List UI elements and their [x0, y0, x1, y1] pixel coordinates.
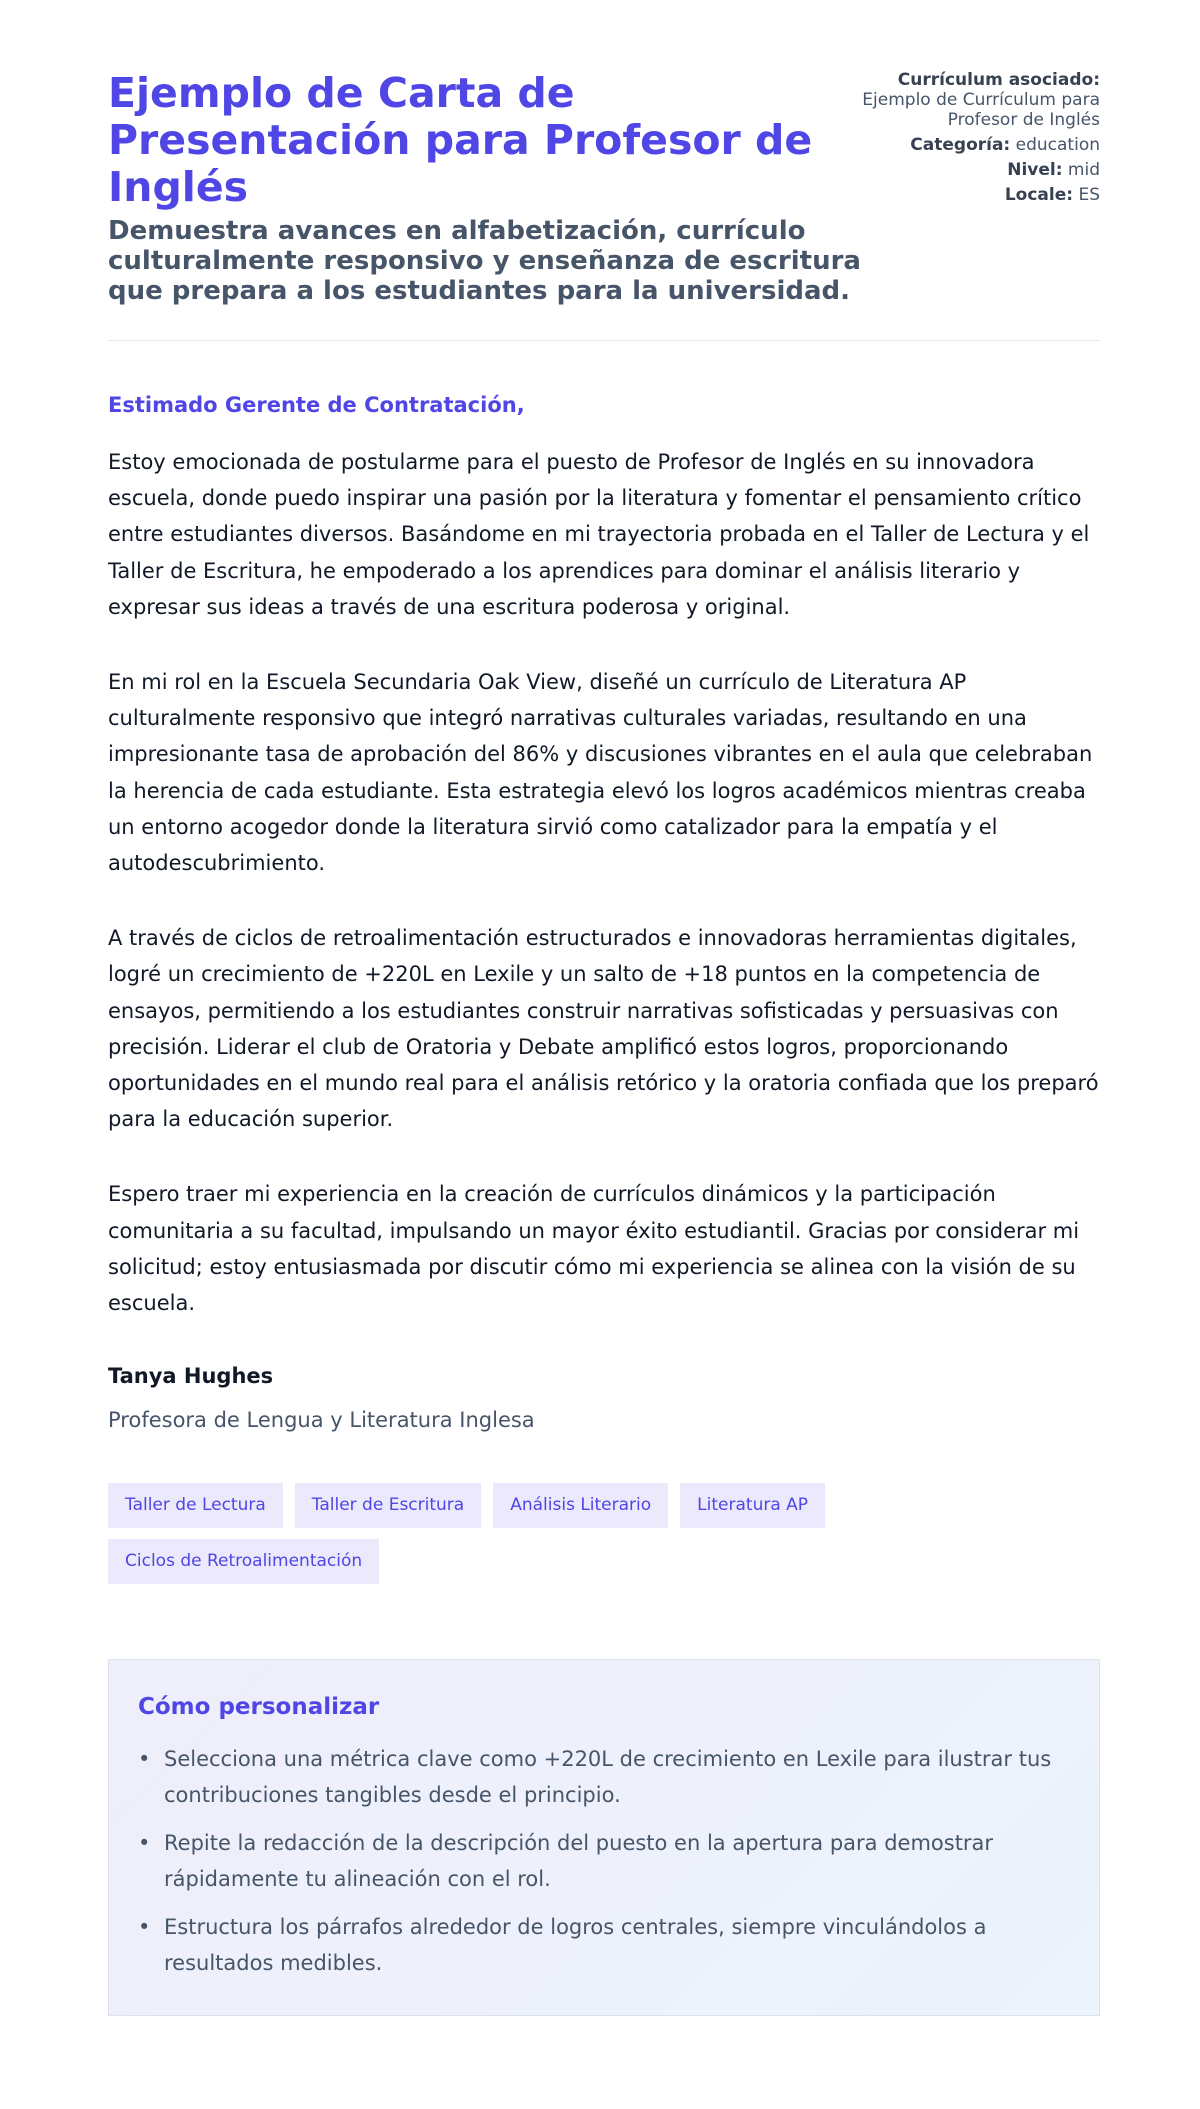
tip-item: • Estructura los párrafos alrededor de logros centrales, siempre vinculándolos a resultados medibles. [138, 1909, 1070, 1981]
meta-locale-label: Locale: [1004, 185, 1074, 205]
meta-resume [862, 70, 1100, 130]
letter-paragraph: En mi rol en la Escuela Secundaria Oak View, diseñé un currículo de Literatura AP culturalmente responsivo que integró narrativas culturales variadas, resultando en una impresionante tasa de aprobación del 86% y discusiones vibrantes en el aula que celebraban la herencia de cada estudiante. Esta estrategia elevó los logros académicos mientras creaba un entorno acogedor donde la literatura sirvió como catalizador para la empatía y el autodescubrimiento. [108, 670, 1093, 876]
meta-locale-value: ES [1078, 185, 1100, 205]
header-divider [108, 340, 1100, 341]
skill-tag: Taller de Escritura [295, 1483, 481, 1528]
header-titles [108, 70, 862, 306]
letter-paragraph: A través de ciclos de retroalimentación estructurados e innovadoras herramientas digitales, logré un crecimiento de +220L en Lexile y un salto de +18 puntos en la competencia de ensayos, permitiendo a los estudiantes construir narrativas sofisticadas y persuasivas con precisión. Liderar el club de Oratoria y Debate amplificó estos logros, proporcionando oportunidades en el mundo real para el análisis retórico y la oratoria confiada que los preparó para la educación superior. [108, 926, 1099, 1132]
letter-paragraph: Estoy emocionada de postularme para el puesto de Profesor de Inglés en su innovadora escuela, donde puedo inspirar una pasión por la literatura y fomentar el pensamiento crítico entre estudiantes diversos. Basándome en mi trayectoria probada en el Taller de Lectura y el Taller de Escritura, he empoderado a los aprendices para dominar el análisis literario y expresar sus ideas a través de una escritura poderosa y original. [108, 450, 1090, 619]
tip-item: • Repite la redacción de la descripción del puesto en la apertura para demostrar rápidamente tu alineación con el rol. [138, 1825, 1070, 1897]
skill-tag: Literatura AP [680, 1483, 825, 1528]
skill-tag: Ciclos de Retroalimentación [108, 1539, 379, 1584]
meta-level-value: mid [1067, 160, 1100, 180]
cover-letter-page [108, 70, 1100, 2016]
tips-title: Cómo personalizar [138, 1694, 380, 1721]
meta-level [862, 160, 1100, 180]
tip-item: • Selecciona una métrica clave como +220L de crecimiento en Lexile para ilustrar tus contribuciones tangibles desde el principio. [138, 1741, 1070, 1813]
customize-tips-box [108, 1659, 1100, 2016]
meta-resume-value: Ejemplo de Currículum para Profesor de Inglés [862, 90, 1100, 130]
meta-panel [862, 70, 1100, 210]
skill-tag: Análisis Literario [493, 1483, 668, 1528]
meta-level-label: Nivel: [1007, 160, 1063, 180]
skill-tag: Taller de Lectura [108, 1483, 283, 1528]
signature-role: Profesora de Lengua y Literatura Inglesa [108, 1408, 535, 1433]
signature-name: Tanya Hughes [108, 1364, 274, 1389]
page-title: Ejemplo de Carta de Presentación para Profesor de Inglés [108, 69, 813, 211]
page-header [108, 70, 1100, 306]
meta-category [862, 135, 1100, 155]
skill-tags [108, 1483, 908, 1584]
letter-paragraph: Espero traer mi experiencia en la creación de currículos dinámicos y la participación comunitaria a su facultad, impulsando un mayor éxito estudiantil. Gracias por considerar mi solicitud; estoy entusiasmada por discutir cómo mi experiencia se alinea con la visión de su escuela. [108, 1182, 1080, 1316]
meta-resume-label: Currículum asociado: [897, 70, 1100, 90]
meta-locale [862, 185, 1100, 205]
letter-body [108, 444, 1100, 1321]
letter-greeting: Estimado Gerente de Contratación, [108, 393, 525, 417]
meta-category-value: education [1015, 135, 1100, 155]
meta-category-label: Categoría: [910, 135, 1011, 155]
tips-list [138, 1741, 1070, 1981]
page-subtitle: Demuestra avances en alfabetización, currículo culturalmente responsivo y enseñanza de escritura que prepara a los estudiantes para la universidad. [108, 216, 861, 306]
